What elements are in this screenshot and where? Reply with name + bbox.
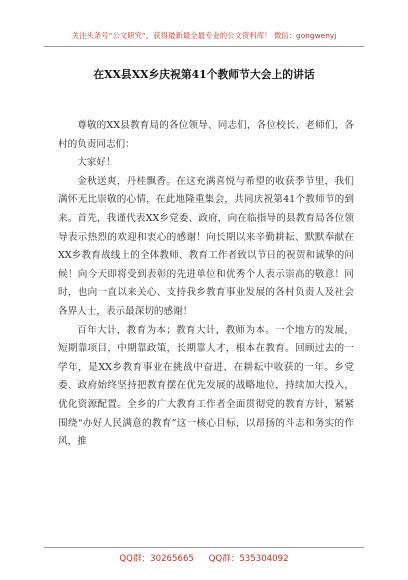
qq-group-1: QQ群：30265665 bbox=[119, 554, 194, 564]
footer-contacts bbox=[0, 552, 408, 564]
header-banner: 关注头条号“公文研究”，获得最新最全最专业的公文资料库！ 微信：gongwenyj bbox=[71, 31, 337, 40]
qq-group-2: QQ群：535304092 bbox=[208, 554, 289, 564]
salutation-paragraph: 尊敬的XX县教育局的各位领导、同志们，各位校长、老师们，各村的负责同志们： bbox=[58, 120, 354, 150]
body-paragraph: 金秋送爽，丹桂飘香。在这充满喜悦与希望的收获季节里，我们满怀无比崇敬的心情，在此地隆重集会，共同庆祝第41个教师节的到来。首先，我谨代表XX乡党委、政府，向在临指导的县教育局各位领导表示热烈的欢迎和衷心的感谢！向长期以来辛勤耕耘、默默奉献在XX乡教育战线上的全体教师、教育工作者致以节日的祝贺和诚挚的问候！向今天即将受到表彰的先进单位和优秀个人表示崇高的敬意！同时，也向一直以来关心、支持我乡教育事业发展的各村负责人及社会各界人士，表示最深切的感谢！ bbox=[58, 175, 354, 317]
document-title: 在XX县XX乡庆祝第41个教师节大会上的讲话 bbox=[93, 68, 315, 81]
greeting-paragraph: 大家好！ bbox=[77, 157, 116, 169]
body-paragraph: 百年大计，教育为本；教育大计，教师为本。一个地方的发展，短期靠项目，中期靠政策，长期靠人才，根本在教育。回顾过去的一学年，是XX乡教育事业在挑战中奋进、在耕耘中收获的一年。乡党委、政府始终坚持把教育摆在优先发展的战略地位，持续加大投入，优化资源配置。全乡的广大教育工作者全面贯彻党的教育方针，紧紧围绕“办好人民满意的教育”这一核心目标，以昂扬的斗志和务实的作风，推 bbox=[58, 324, 354, 448]
footer-divider bbox=[44, 547, 364, 548]
header-divider bbox=[44, 46, 364, 47]
document-body bbox=[58, 117, 354, 452]
